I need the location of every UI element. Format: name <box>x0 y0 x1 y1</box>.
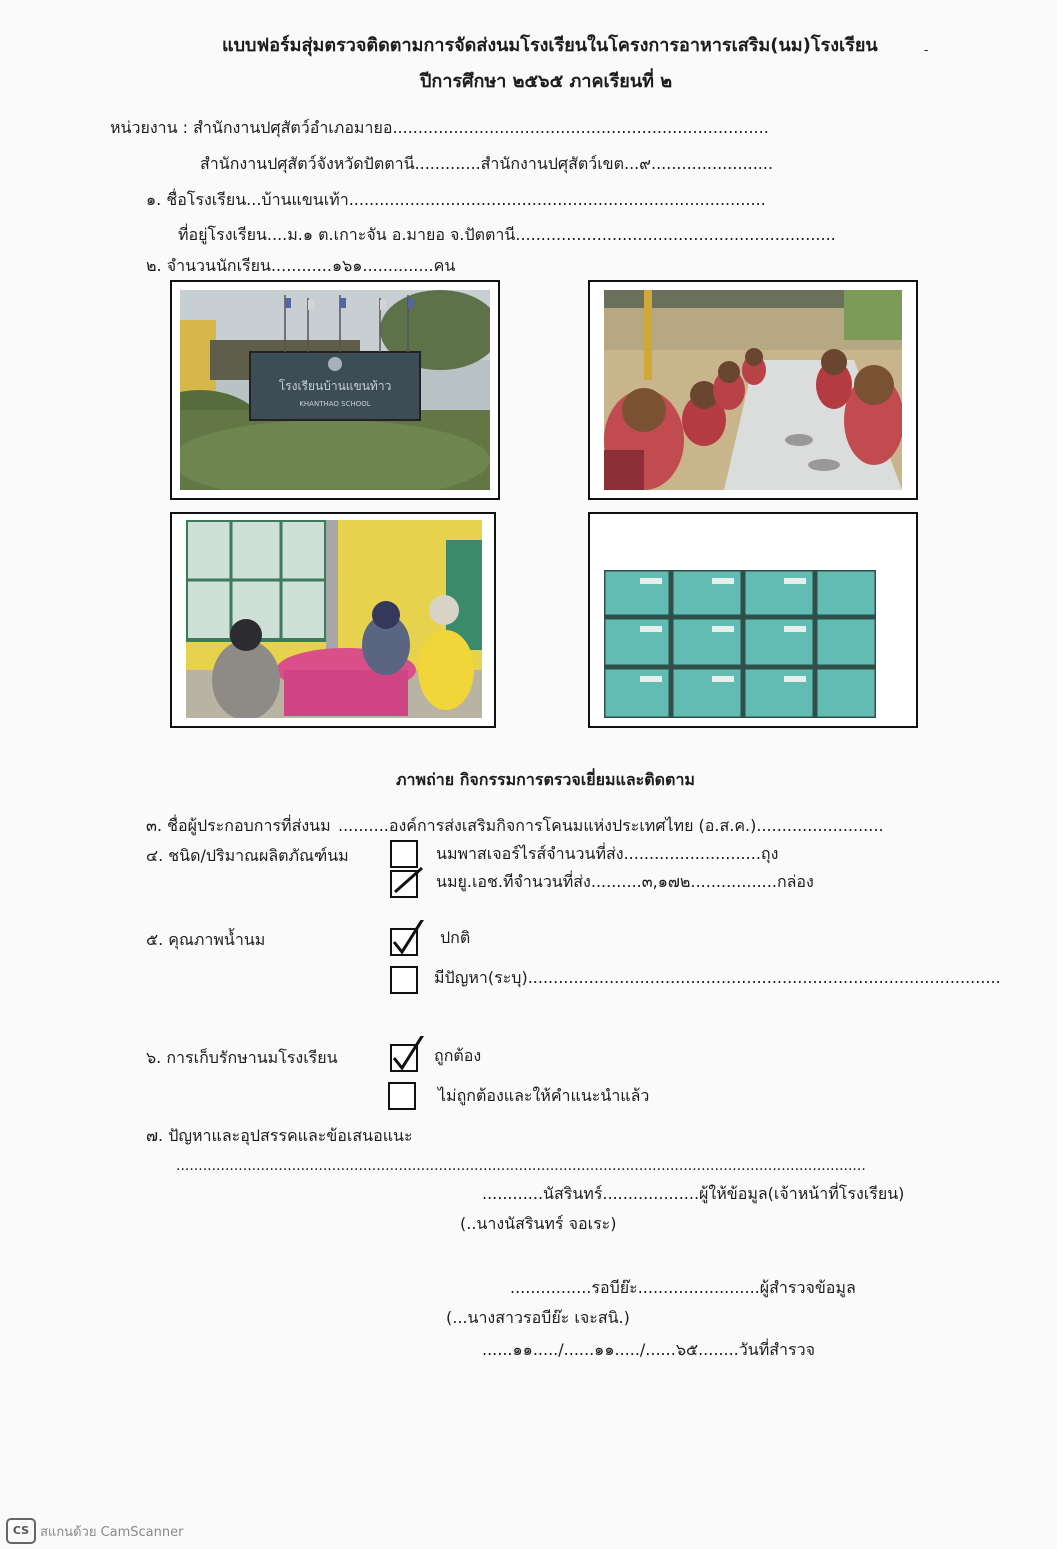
photo-caption: ภาพถ่าย กิจกรรมการตรวจเยี่ยมและติดตาม <box>396 770 695 789</box>
item5-option-problem: มีปัญหา(ระบุ)............................................................................................. <box>434 968 1001 987</box>
survey-date-line: ......๑๑...../......๑๑...../......๖๕........วันที่สำรวจ <box>482 1340 815 1359</box>
item6-option-incorrect: ไม่ถูกต้องและให้คำแนะนำแล้ว <box>438 1086 650 1105</box>
students-drinking-milk-photo <box>604 290 902 490</box>
school-sign-image <box>180 290 490 490</box>
school-sign-subtext: KHANTHAO SCHOOL <box>299 400 371 408</box>
informant-signature-line: ............นัสรินทร์...................ผู้ให้ข้อมูล(เจ้าหน้าที่โรงเรียน) <box>482 1184 905 1203</box>
item7-dotted-line: ........................................................................................................................................................... <box>176 1158 866 1174</box>
school-address-line: ที่อยู่โรงเรียน....ม.๑ ต.เกาะจัน อ.มายอ จ.ปัตตานี............................................................... <box>178 225 836 244</box>
photo-frame-2 <box>588 280 918 500</box>
item6-label: ๖. การเก็บรักษานมโรงเรียน <box>146 1048 338 1067</box>
item3-label: ๓. ชื่อผู้ประกอบการที่ส่งนม <box>146 816 331 835</box>
storage-incorrect-checkbox[interactable] <box>388 1082 416 1110</box>
form-title: แบบฟอร์มสุ่มตรวจติดตามการจัดส่งนมโรงเรียนในโครงการอาหารเสริม(นม)โรงเรียน <box>222 35 878 56</box>
surveyor-name: (...นางสาวรอบีย๊ะ เจะสนิ.) <box>446 1308 630 1327</box>
check-mark-icon <box>392 862 428 898</box>
item5-label: ๕. คุณภาพน้ำนม <box>146 930 266 949</box>
staff-meeting-photo <box>186 520 482 718</box>
milk-cartons-photo <box>604 570 876 718</box>
cartons-image <box>604 570 876 718</box>
photo-frame-1 <box>170 280 500 500</box>
student-count-line: ๒. จำนวนนักเรียน............๑๖๑..............คน <box>146 256 456 275</box>
item4-label: ๔. ชนิด/ปริมาณผลิตภัณฑ์นม <box>146 846 349 865</box>
unit-line-1: หน่วยงาน : สำนักงานปศุสัตว์อำเภอมายอ.......................................................................... <box>110 118 769 137</box>
meeting-image <box>186 520 482 718</box>
camscanner-logo: CS <box>6 1518 36 1544</box>
speck: - <box>924 43 929 57</box>
surveyor-signature-line: ................รอบีย๊ะ........................ผู้สำรวจข้อมูล <box>510 1278 856 1297</box>
school-sign-photo <box>180 290 490 490</box>
item4-option-uht: นมยู.เอช.ทีจำนวนที่ส่ง..........๓,๑๗๒.................กล่อง <box>436 872 814 891</box>
item3-value: ..........องค์การส่งเสริมกิจการโคนมแห่งประเทศไทย (อ.ส.ค.)......................... <box>338 816 884 835</box>
item5-option-normal: ปกติ <box>440 928 471 947</box>
item4-option-pasteurized: นมพาสเจอร์ไรส์จำนวนที่ส่ง...........................ถุง <box>436 844 779 863</box>
students-image <box>604 290 902 490</box>
quality-problem-checkbox[interactable] <box>390 966 418 994</box>
unit-line-2: สำนักงานปศุสัตว์จังหวัดปัตตานี.............สำนักงานปศุสัตว์เขต...๙........................ <box>200 154 774 173</box>
check-mark-icon <box>392 1036 428 1072</box>
school-name-line: ๑. ชื่อโรงเรียน...บ้านแขนเท้า.................................................................................. <box>146 190 766 209</box>
check-mark-icon <box>392 920 428 956</box>
form-subtitle: ปีการศึกษา ๒๕๖๕ ภาคเรียนที่ ๒ <box>420 71 673 92</box>
informant-name: (..นางนัสรินทร์ จอเระ) <box>460 1214 617 1233</box>
storage-correct-checkbox[interactable] <box>390 1044 418 1072</box>
uht-checkbox[interactable] <box>390 870 418 898</box>
camscanner-text: สแกนด้วย CamScanner <box>40 1525 184 1540</box>
photo-frame-3 <box>170 512 496 728</box>
quality-normal-checkbox[interactable] <box>390 928 418 956</box>
item7-label: ๗. ปัญหาและอุปสรรคและข้อเสนอแนะ <box>146 1126 413 1145</box>
school-sign-text: โรงเรียนบ้านแขนท้าว <box>278 379 392 393</box>
photo-frame-4 <box>588 512 918 728</box>
item6-option-correct: ถูกต้อง <box>434 1046 482 1065</box>
